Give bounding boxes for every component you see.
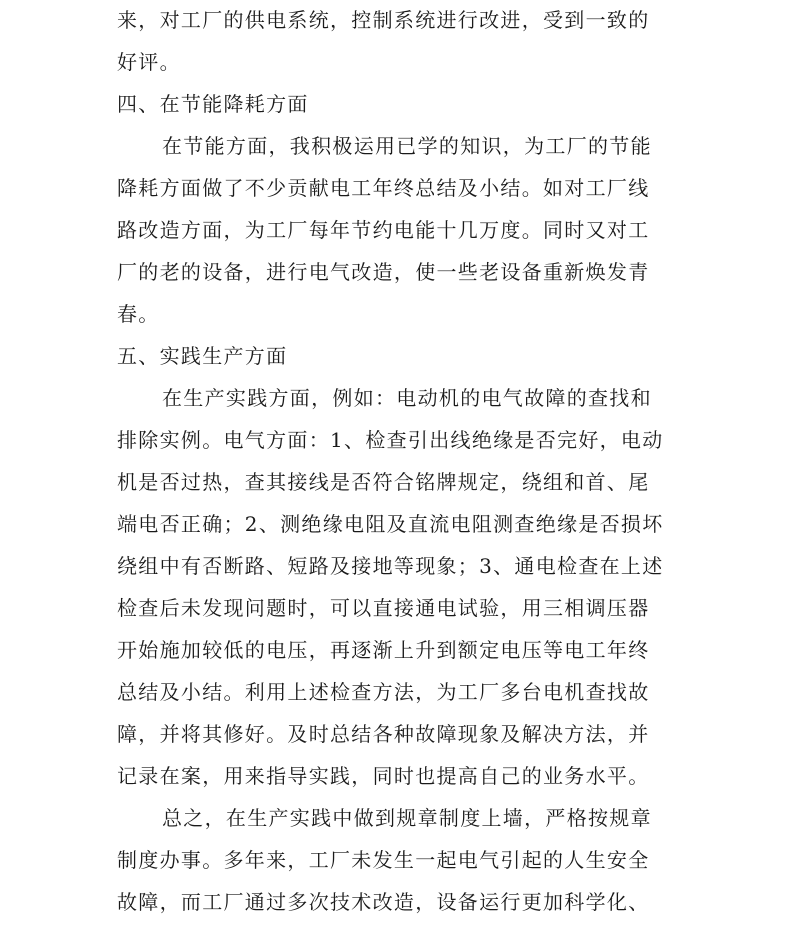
text-line: 排除实例。电气方面：1、检查引出线绝缘是否完好，电动: [117, 428, 664, 452]
text-line: 端电否正确；2、测绝缘电阻及直流电阻测查绝缘是否损坏: [117, 512, 664, 536]
section-heading: 五、实践生产方面: [117, 344, 288, 368]
text-line: 障，并将其修好。及时总结各种故障现象及解决方法，并: [117, 722, 650, 746]
text-line: 故障，而工厂通过多次技术改造，设备运行更加科学化、: [117, 890, 650, 914]
text-line: 机是否过热，查其接线是否符合铭牌规定，绕组和首、尾: [117, 470, 650, 494]
text-line: 检查后未发现问题时，可以直接通电试验，用三相调压器: [117, 596, 650, 620]
text-line: 开始施加较低的电压，再逐渐上升到额定电压等电工年终: [117, 638, 650, 662]
section-heading: 四、在节能降耗方面: [117, 92, 309, 116]
text-line: 制度办事。多年来，工厂未发生一起电气引起的人生安全: [117, 848, 650, 872]
text-line: 总结及小结。利用上述检查方法，为工厂多台电机查找故: [117, 680, 650, 704]
text-line: 路改造方面，为工厂每年节约电能十几万度。同时又对工: [117, 218, 650, 242]
text-line: 降耗方面做了不少贡献电工年终总结及小结。如对工厂线: [117, 176, 650, 200]
text-line: 春。: [117, 302, 160, 326]
paragraph-start-line: 在生产实践方面，例如：电动机的电气故障的查找和: [162, 386, 652, 410]
text-line: 记录在案，用来指导实践，同时也提高自己的业务水平。: [117, 764, 650, 788]
text-line: 绕组中有否断路、短路及接地等现象；3、通电检查在上述: [117, 554, 664, 578]
text-line: 厂的老的设备，进行电气改造，使一些老设备重新焕发青: [117, 260, 650, 284]
paragraph-start-line: 在节能方面，我积极运用已学的知识，为工厂的节能: [162, 134, 652, 158]
text-line: 来，对工厂的供电系统，控制系统进行改进，受到一致的: [117, 8, 650, 32]
text-line: 好评。: [117, 50, 181, 74]
paragraph-start-line: 总之，在生产实践中做到规章制度上墙，严格按规章: [162, 806, 652, 830]
